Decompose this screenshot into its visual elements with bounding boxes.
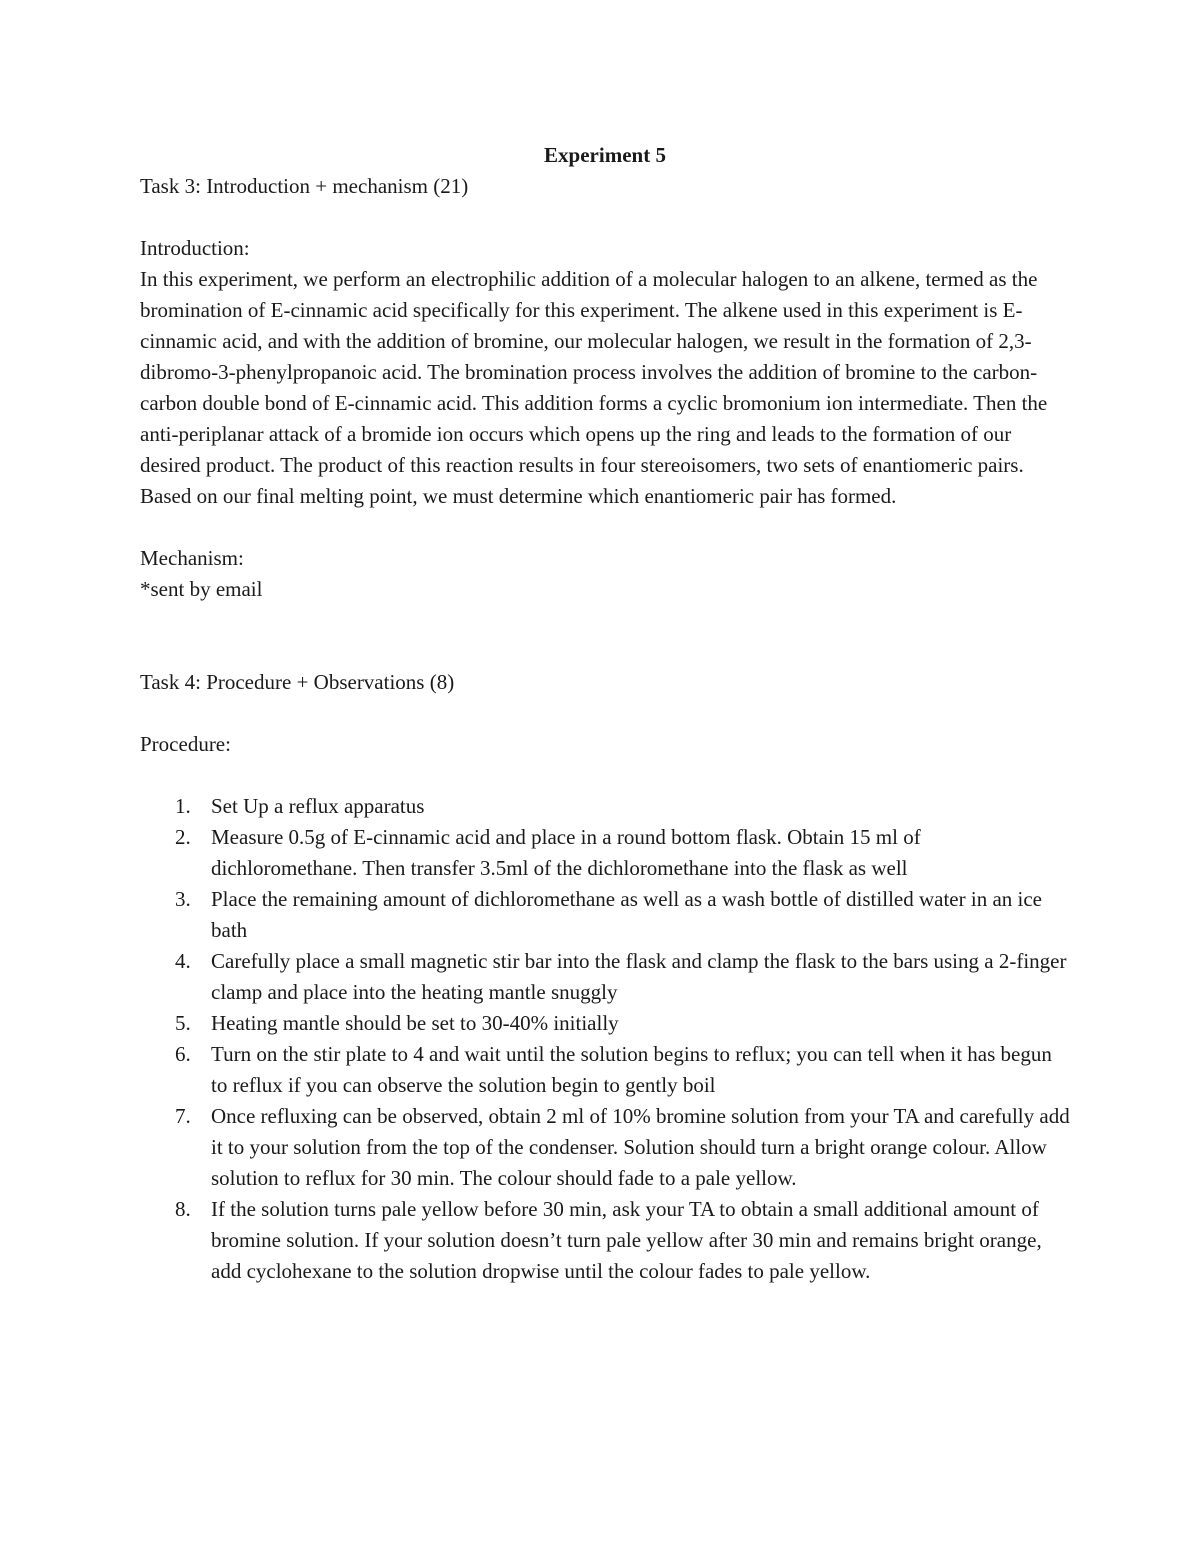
spacer [140,698,1070,729]
step-number: 8. [175,1197,191,1221]
procedure-steps-list [140,791,1070,1287]
step-text: Once refluxing can be observed, obtain 2 ml of 10% bromine solution from your TA and carefully add it to your solution from the top of the condenser. Solution should turn a bright orange colour. Allow solution to reflux for 30 min. The colour should fade to a pale yellow. [211,1104,1070,1190]
step-text: Heating mantle should be set to 30-40% initially [211,1011,619,1035]
step-text: Measure 0.5g of E-cinnamic acid and place in a round bottom flask. Obtain 15 ml of dichloromethane. Then transfer 3.5ml of the dichloromethane into the flask as well [211,825,921,880]
spacer [140,202,1070,233]
procedure-step [140,946,1070,1008]
introduction-label: Introduction: [140,236,250,260]
introduction-paragraph: In this experiment, we perform an electrophilic addition of a molecular halogen to an alkene, termed as the bromination of E-cinnamic acid specifically for this experiment. The alkene used in this experiment is E-cinnamic acid, and with the addition of bromine, our molecular halogen, we result in the formation of 2,3-dibromo-3-phenylpropanoic acid. The bromination process involves the addition of bromine to the carbon-carbon double bond of E-cinnamic acid. This addition forms a cyclic bromonium ion intermediate. Then the anti-periplanar attack of a bromide ion occurs which opens up the ring and leads to the formation of our desired product. The product of this reaction results in four stereoisomers, two sets of enantiomeric pairs. Based on our final melting point, we must determine which enantiomeric pair has formed. [140,267,1048,508]
procedure-step [140,1008,1070,1039]
step-number: 1. [175,794,191,818]
step-number: 7. [175,1104,191,1128]
procedure-step [140,1039,1070,1101]
procedure-step [140,1101,1070,1194]
procedure-step [140,791,1070,822]
step-number: 6. [175,1042,191,1066]
step-number: 5. [175,1011,191,1035]
document-page [140,140,1070,1287]
step-text: If the solution turns pale yellow before 30 min, ask your TA to obtain a small additional amount of bromine solution. If your solution doesn’t turn pale yellow after 30 min and remains bright orange, add cyclohexane to the solution dropwise until the colour fades to pale yellow. [211,1197,1042,1283]
step-text: Carefully place a small magnetic stir bar into the flask and clamp the flask to the bars using a 2-finger clamp and place into the heating mantle snuggly [211,949,1067,1004]
procedure-step [140,1194,1070,1287]
step-text: Turn on the stir plate to 4 and wait until the solution begins to reflux; you can tell when it has begun to reflux if you can observe the solution begin to gently boil [211,1042,1052,1097]
step-number: 4. [175,949,191,973]
procedure-label: Procedure: [140,732,231,756]
step-number: 2. [175,825,191,849]
procedure-step [140,884,1070,946]
procedure-step [140,822,1070,884]
step-number: 3. [175,887,191,911]
spacer [140,605,1070,667]
task4-heading: Task 4: Procedure + Observations (8) [140,670,455,694]
mechanism-label: Mechanism: [140,546,244,570]
spacer [140,512,1070,543]
document-title: Experiment 5 [544,143,666,167]
mechanism-note: *sent by email [140,577,263,601]
step-text: Set Up a reflux apparatus [211,794,425,818]
step-text: Place the remaining amount of dichloromethane as well as a wash bottle of distilled water in an ice bath [211,887,1042,942]
spacer [140,760,1070,791]
task3-heading: Task 3: Introduction + mechanism (21) [140,174,469,198]
